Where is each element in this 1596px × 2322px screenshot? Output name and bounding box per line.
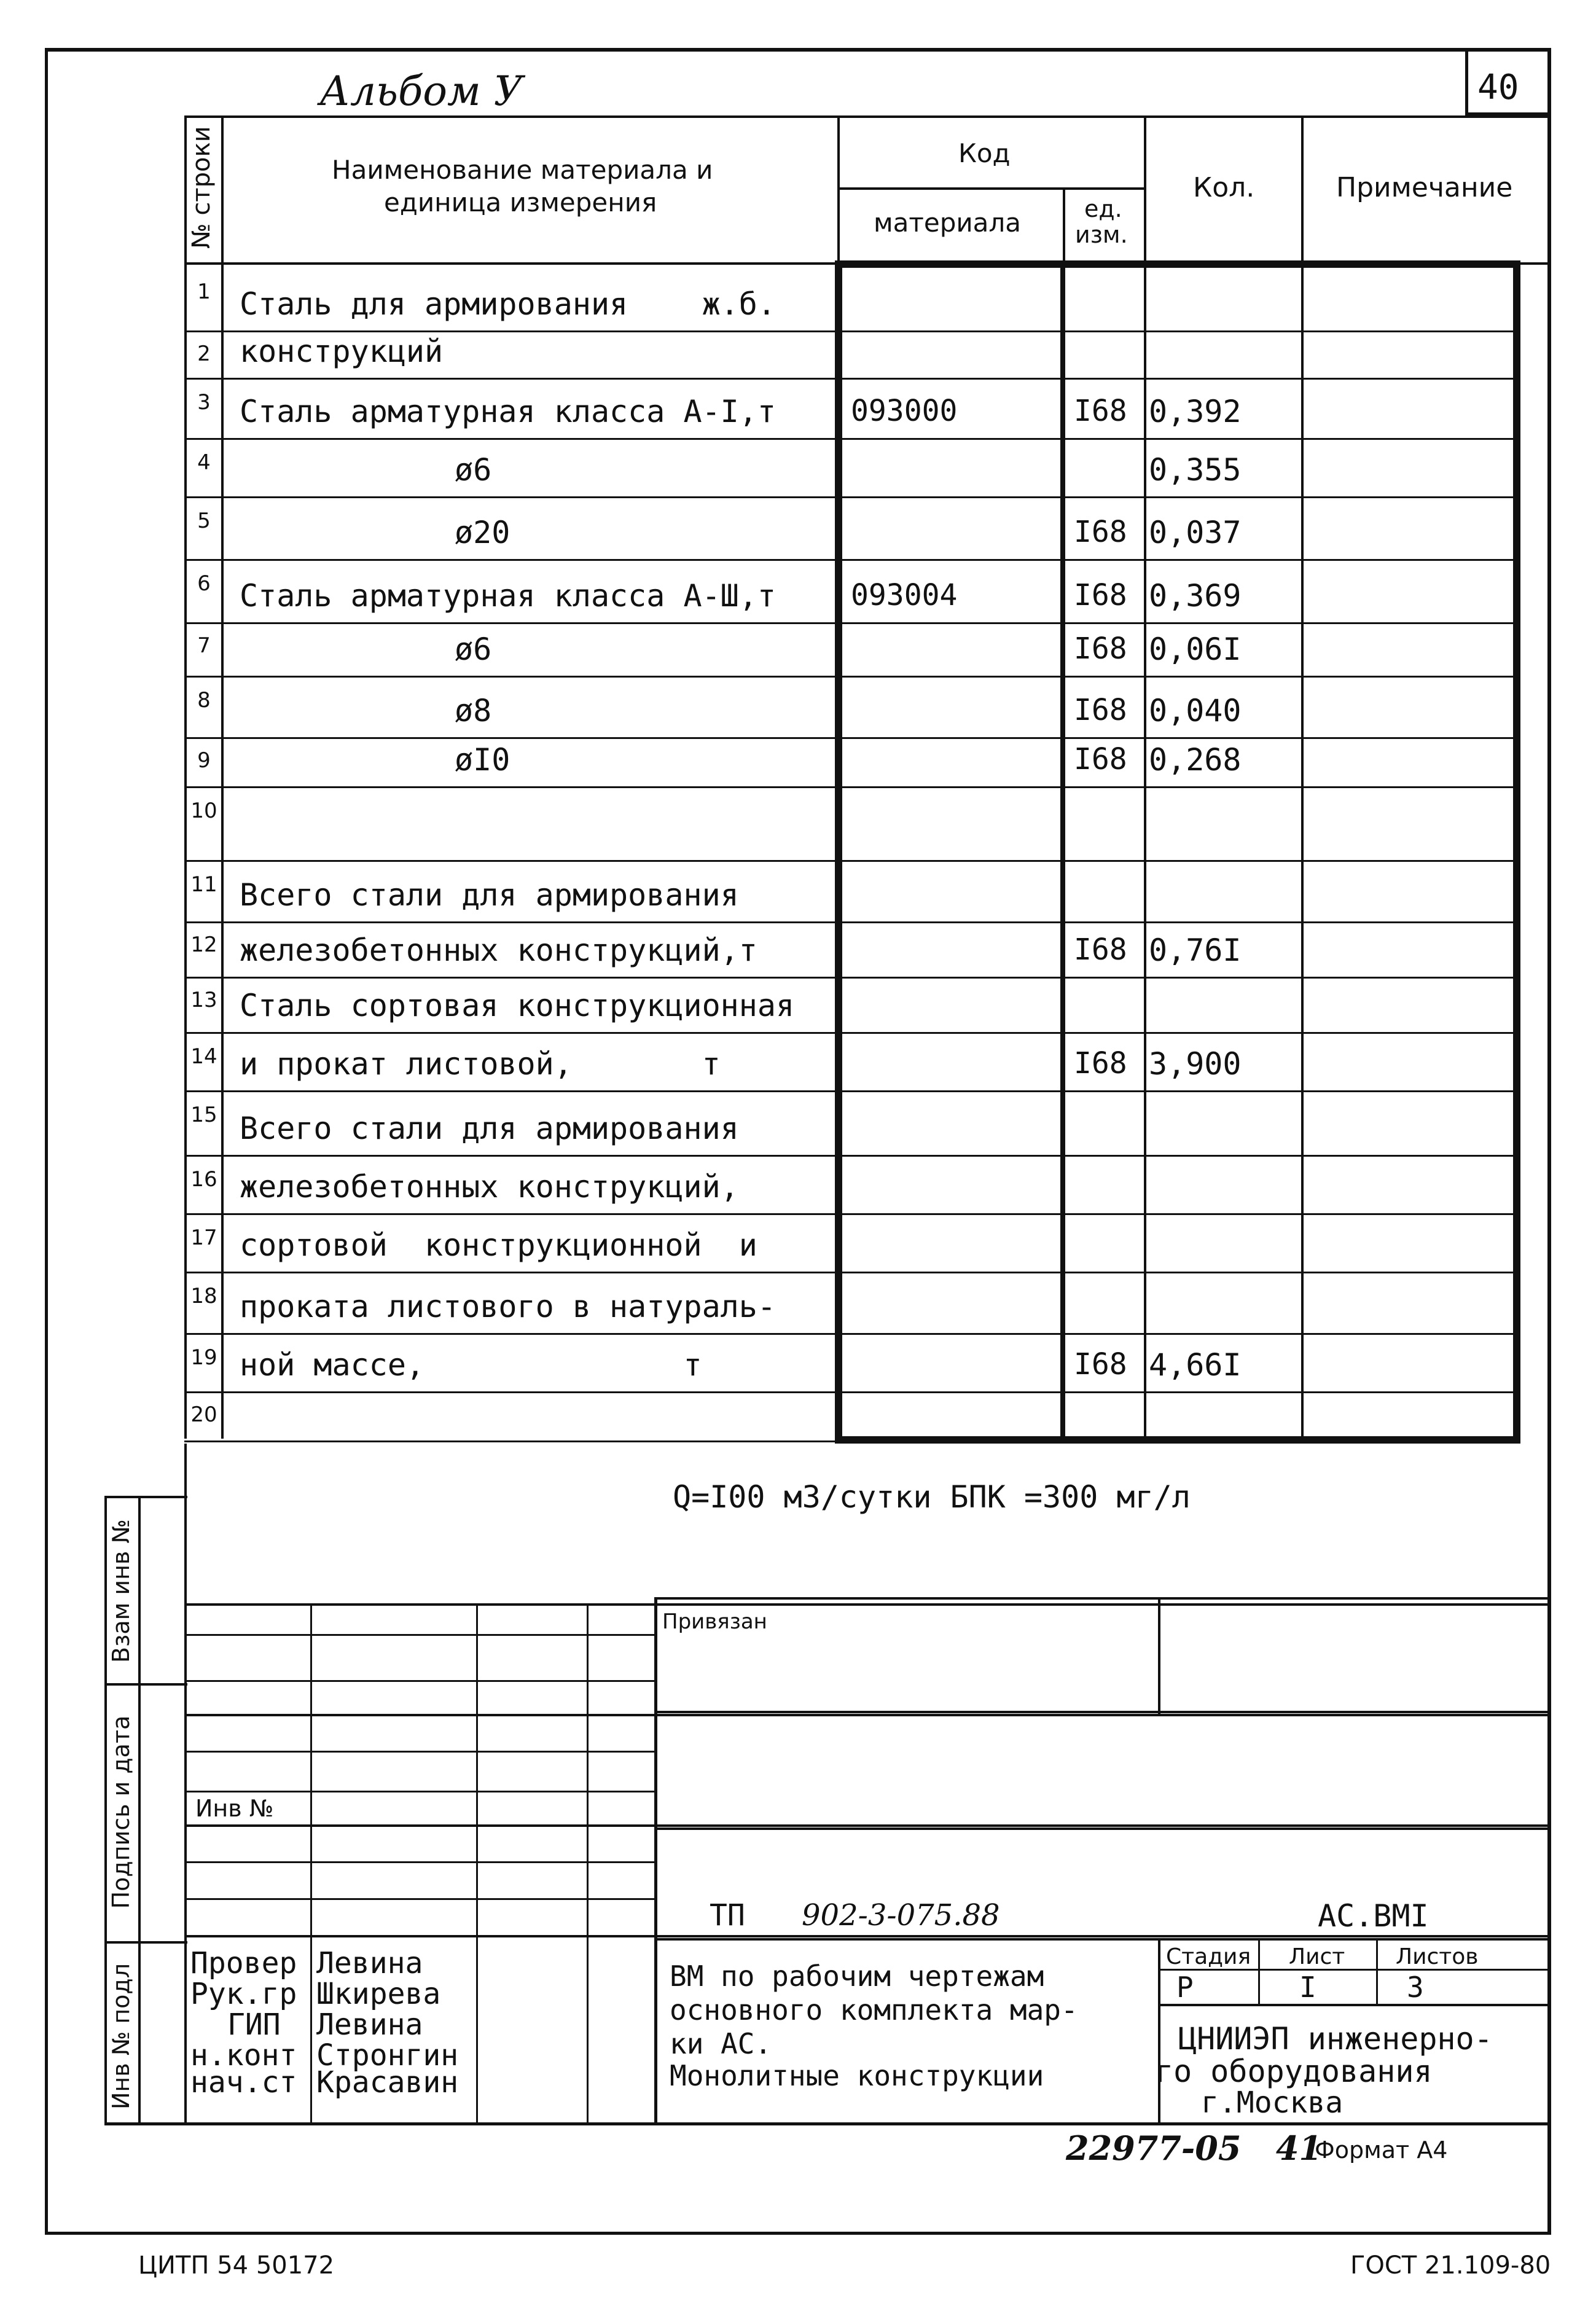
row-number: 4 <box>197 450 211 475</box>
row-number: 15 <box>190 1103 217 1127</box>
side-strip-left <box>104 1496 107 2125</box>
stamp-h13 <box>657 1828 1551 1830</box>
row-qty: 0,268 <box>1149 742 1242 778</box>
row-number: 9 <box>197 748 211 773</box>
sheet-label: Лист <box>1289 1944 1345 1969</box>
row-unit: I68 <box>1074 1347 1127 1382</box>
stamp-v4 <box>587 1603 589 2125</box>
row-name: ной массе, т <box>240 1347 702 1383</box>
row-number: 20 <box>190 1402 217 1427</box>
row-number: 16 <box>190 1167 217 1192</box>
header-code-unit-1: ед. <box>1084 195 1122 222</box>
inv-label: Инв № <box>195 1795 274 1822</box>
signer-role: н.конт <box>190 2038 297 2073</box>
header-row-no: № строки <box>187 126 216 249</box>
row-number: 18 <box>190 1284 217 1308</box>
row-name: Всего стали для армирования <box>240 1111 739 1146</box>
stamp-h17 <box>657 2122 1551 2125</box>
signer-role: Провер <box>190 1946 297 1980</box>
album-title: Альбом У <box>319 68 523 115</box>
org-line-2: го оборудования <box>1155 2054 1433 2089</box>
row-qty: 0,355 <box>1149 452 1242 488</box>
signer-role: ГИП <box>227 2007 281 2042</box>
sheet-number: 40 <box>1477 68 1519 108</box>
row-separator <box>184 1272 1517 1273</box>
row-qty: 4,66I <box>1149 1347 1242 1383</box>
header-note: Примечание <box>1336 172 1513 203</box>
row-qty: 0,040 <box>1149 693 1242 729</box>
row-separator <box>184 1213 1517 1215</box>
row-name: ø8 <box>455 693 492 729</box>
row-name: проката листового в натураль- <box>240 1289 776 1324</box>
sheets-value: 3 <box>1407 1971 1424 2004</box>
row-number: 11 <box>190 872 217 897</box>
col-line-left <box>184 118 187 1439</box>
row-qty: 0,369 <box>1149 578 1242 614</box>
row-unit: I68 <box>1074 693 1127 727</box>
side-label-inv: Инв № подл <box>108 1963 135 2110</box>
signer-role: Рук.гр <box>190 1977 297 2011</box>
row-separator <box>184 330 1517 332</box>
row-qty: 0,037 <box>1149 515 1242 550</box>
row-unit: I68 <box>1074 932 1127 967</box>
footer-left: ЦИТП 54 50172 <box>138 2251 335 2280</box>
stamp-v6 <box>1158 1597 1160 1714</box>
row-separator <box>184 622 1517 624</box>
row-code: 093000 <box>851 394 958 428</box>
row-unit: I68 <box>1074 394 1127 428</box>
row-number: 2 <box>197 342 211 366</box>
row-name: Сталь арматурная класса А-I,т <box>240 394 776 429</box>
row-separator <box>184 977 1517 979</box>
row-name: конструкций <box>240 334 444 369</box>
row-number: 12 <box>190 932 217 957</box>
row-qty: 0,392 <box>1149 394 1242 429</box>
row-qty: 0,76I <box>1149 932 1242 968</box>
row-unit: I68 <box>1074 515 1127 549</box>
frame-top <box>45 48 1551 52</box>
row-number: 14 <box>190 1044 217 1069</box>
row-unit: I68 <box>1074 631 1127 666</box>
row-number: 10 <box>190 799 217 823</box>
row-separator <box>184 1391 1517 1393</box>
frame-right <box>1547 48 1551 2235</box>
row-separator <box>184 1032 1517 1034</box>
side-label-signature: Подпись и дата <box>108 1715 135 1909</box>
thick-bottom <box>835 1436 1520 1444</box>
row-separator <box>184 786 1517 788</box>
row-name: Сталь арматурная класса А-Ш,т <box>240 578 776 614</box>
row-number: 8 <box>197 688 211 713</box>
row-separator <box>184 438 1517 440</box>
side-strip-top <box>104 1496 187 1498</box>
stamp-h1 <box>184 1603 1551 1606</box>
side-strip-mid <box>138 1496 141 2125</box>
row-name: Сталь для армирования ж.б. <box>240 286 776 322</box>
row-number: 19 <box>190 1345 217 1370</box>
stamp-v5 <box>654 1597 657 2125</box>
row-code: 093004 <box>851 578 958 612</box>
row-number: 1 <box>197 280 211 304</box>
row-separator <box>184 378 1517 380</box>
signer-name: Шкирева <box>316 1977 441 2011</box>
org-line-1: ЦНИИЭП инженерно- <box>1178 2021 1493 2057</box>
row-name: и прокат листовой, т <box>240 1046 721 1082</box>
row-unit: I68 <box>1074 742 1127 776</box>
row-name: øI0 <box>455 742 510 778</box>
row-qty: 3,900 <box>1149 1046 1242 1082</box>
sheets-label: Листов <box>1396 1944 1479 1969</box>
header-qty: Кол. <box>1193 172 1255 203</box>
row-unit: I68 <box>1074 1046 1127 1081</box>
stamp-h4 <box>184 1714 1551 1716</box>
stamp-v9 <box>1376 1938 1378 2006</box>
row-unit: I68 <box>1074 578 1127 612</box>
thick-top <box>837 260 1520 268</box>
row-qty: 0,06I <box>1149 631 1242 667</box>
col-line-rowno <box>221 118 224 1439</box>
row-name: Сталь сортовая конструкционная <box>240 988 795 1023</box>
header-code-material: материала <box>874 208 1022 238</box>
sheet-box-left <box>1465 48 1468 115</box>
row-name: ø6 <box>455 631 492 667</box>
stamp-h16 <box>1158 2004 1551 2006</box>
stamp-h12 <box>657 1711 1551 1713</box>
header-code: Код <box>958 138 1011 168</box>
tp-number: 902-3-075.88 <box>802 1898 1000 1933</box>
row-number: 17 <box>190 1226 217 1250</box>
row-separator <box>184 1333 1517 1335</box>
row-number: 3 <box>197 390 211 415</box>
footer-right: ГОСТ 21.109-80 <box>1350 2251 1551 2280</box>
row-separator <box>184 1440 1517 1442</box>
col-line-unit <box>1144 118 1146 1439</box>
header-code-unit-2: изм. <box>1075 221 1128 248</box>
row-number: 13 <box>190 988 217 1012</box>
stamp-h14 <box>657 1938 1551 1941</box>
side-strip-h1 <box>104 1683 187 1686</box>
frame-bottom <box>45 2232 1551 2235</box>
tp-label: ТП <box>710 1898 745 1933</box>
col-line-qty <box>1301 118 1304 1439</box>
stamp-v3 <box>476 1603 478 2125</box>
row-name: железобетонных конструкций, <box>240 1169 739 1205</box>
org-line-3: г.Москва <box>1201 2086 1344 2120</box>
row-separator <box>184 1155 1517 1157</box>
frame-left <box>45 48 48 2235</box>
row-name: железобетонных конструкций,т <box>240 932 757 968</box>
title-line-3: ки АС. <box>670 2027 772 2060</box>
signer-name: Левина <box>316 1946 423 1980</box>
row-separator <box>184 1090 1517 1092</box>
header-name: Наименование материала и <box>332 155 713 185</box>
stage-label: Стадия <box>1166 1944 1251 1969</box>
signer-name: Стронгин <box>316 2038 459 2073</box>
title-line-1: ВМ по рабочим чертежам <box>670 1960 1044 1993</box>
header-name-2: единица измерения <box>384 187 657 217</box>
stamp-v2 <box>310 1603 312 2125</box>
signer-role: нач.ст <box>190 2065 297 2100</box>
stamp-h7 <box>184 1824 1551 1827</box>
side-strip-h2 <box>104 1941 187 1944</box>
stamp-h10 <box>184 1935 1551 1937</box>
row-separator <box>184 496 1517 498</box>
side-label-replace: Взам инв № <box>108 1519 135 1663</box>
signer-name: Красавин <box>316 2065 459 2100</box>
row-separator <box>184 559 1517 561</box>
row-number: 6 <box>197 571 211 596</box>
row-number: 5 <box>197 509 211 533</box>
stamp-v8 <box>1258 1938 1260 2006</box>
title-line-4: Монолитные конструкции <box>670 2059 1044 2092</box>
row-name: Всего стали для армирования <box>240 877 739 913</box>
row-name: сортовой конструкционной и <box>240 1227 757 1263</box>
header-code-split <box>837 187 1144 190</box>
bound-label: Привязан <box>662 1609 767 1634</box>
row-separator <box>184 860 1517 862</box>
stage-value: Р <box>1176 1971 1194 2004</box>
row-separator <box>184 737 1517 739</box>
header-top <box>184 115 1551 118</box>
row-name: ø20 <box>455 515 510 550</box>
doc-code: АС.ВМI <box>1318 1898 1429 1934</box>
row-number: 7 <box>197 633 211 658</box>
stamp-h11 <box>657 1597 1551 1600</box>
row-name: ø6 <box>455 452 492 488</box>
title-line-2: основного комплекта мар- <box>670 1993 1078 2027</box>
format-label: Формат А4 <box>1315 2136 1448 2164</box>
handwritten-number: 22977-05 41 <box>1066 2128 1322 2168</box>
sheet-value: I <box>1299 1971 1316 2004</box>
capacity-note: Q=I00 м3/сутки БПК =300 мг/л <box>673 1479 1191 1515</box>
stamp-v1 <box>184 1444 187 2125</box>
row-separator <box>184 921 1517 923</box>
signer-name: Левина <box>316 2007 423 2042</box>
side-strip-bottom <box>104 2122 657 2125</box>
row-separator <box>184 676 1517 678</box>
stamp-v7 <box>1158 1938 1160 2125</box>
